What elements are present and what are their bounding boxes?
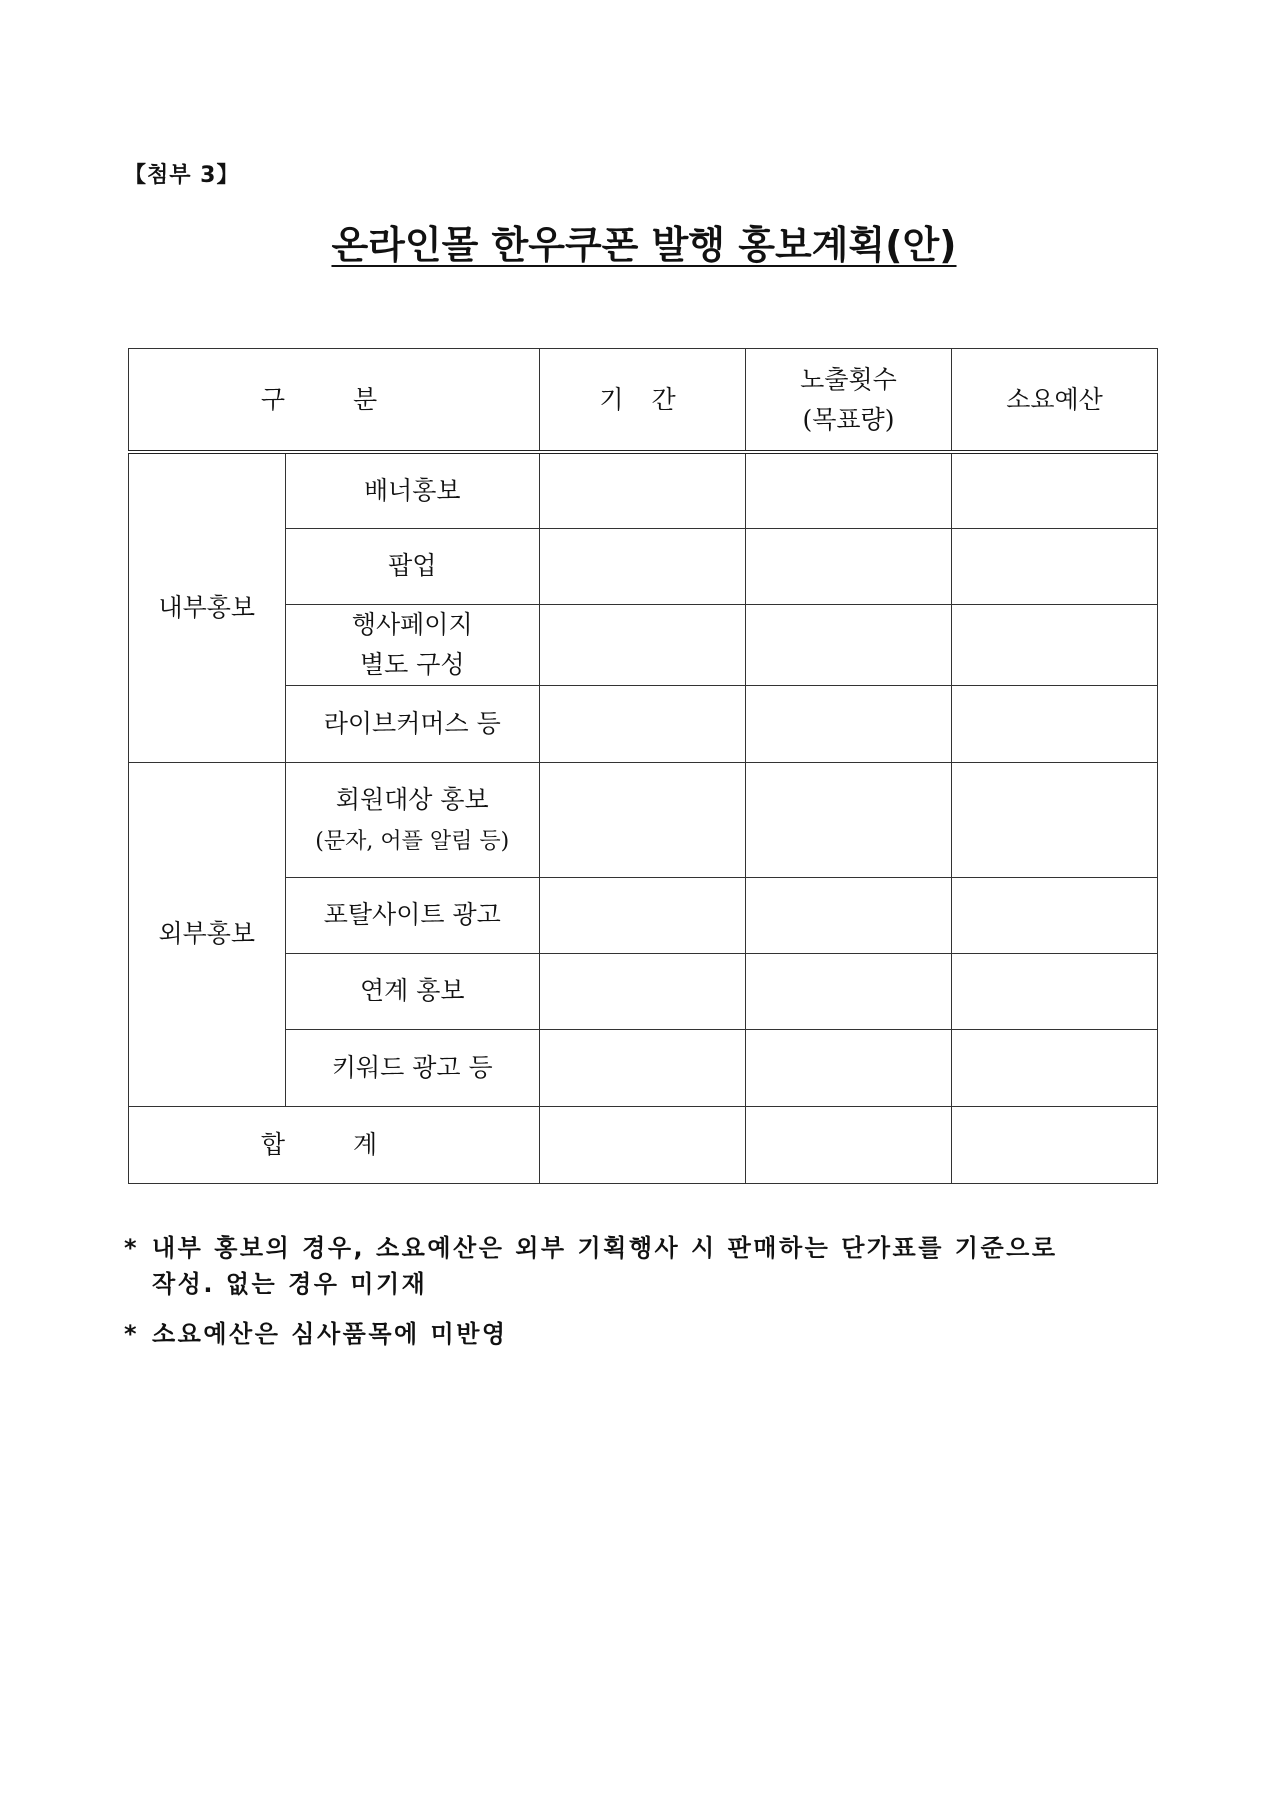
item-member-promo-line2: (문자, 어플 알림 등) (315, 828, 510, 854)
cell-exposure (745, 762, 951, 877)
table-row-total (129, 1106, 1158, 1183)
group-external: 외부홍보 (129, 762, 286, 1106)
cell-exposure (745, 877, 951, 953)
item-event-page-line2: 별도 구성 (359, 649, 465, 679)
promotion-plan-table (128, 348, 1158, 1184)
item-live-commerce: 라이브커머스 등 (285, 685, 539, 762)
cell-budget (951, 528, 1157, 604)
cell-exposure (745, 1106, 951, 1183)
cell-period (539, 762, 745, 877)
footnote-marker: * (124, 1234, 140, 1262)
item-member-promo (285, 762, 539, 877)
item-keyword-ad: 키워드 광고 등 (285, 1029, 539, 1106)
cell-budget (951, 953, 1157, 1029)
cell-period (539, 685, 745, 762)
header-exposure-line1: 노출횟수 (800, 364, 897, 394)
cell-period (539, 528, 745, 604)
header-exposure (745, 349, 951, 453)
footnote-line: 소요예산은 심사품목에 미반영 (152, 1320, 508, 1348)
footnote (124, 1316, 1164, 1352)
cell-period (539, 1029, 745, 1106)
total-label: 합 계 (129, 1106, 540, 1183)
header-budget: 소요예산 (951, 349, 1157, 453)
table-row (129, 762, 1158, 877)
footnotes (124, 1230, 1164, 1366)
attachment-label: 【첨부 3】 (124, 163, 240, 188)
item-event-page-line1: 행사페이지 (351, 609, 473, 639)
footnote-line: 작성. 없는 경우 미기재 (152, 1270, 428, 1298)
cell-exposure (745, 1029, 951, 1106)
group-internal: 내부홍보 (129, 452, 286, 762)
cell-exposure (745, 452, 951, 528)
table-row (129, 452, 1158, 528)
item-portal-ad: 포탈사이트 광고 (285, 877, 539, 953)
cell-exposure (745, 604, 951, 685)
cell-budget (951, 877, 1157, 953)
item-member-promo-line1: 회원대상 홍보 (335, 784, 489, 814)
footnote (124, 1230, 1164, 1302)
cell-period (539, 604, 745, 685)
header-exposure-line2: (목표량) (802, 404, 895, 434)
cell-period (539, 877, 745, 953)
cell-budget (951, 1106, 1157, 1183)
cell-budget (951, 685, 1157, 762)
cell-exposure (745, 685, 951, 762)
item-linked-promo: 연계 홍보 (285, 953, 539, 1029)
item-banner: 배너홍보 (285, 452, 539, 528)
cell-budget (951, 452, 1157, 528)
cell-period (539, 452, 745, 528)
cell-exposure (745, 528, 951, 604)
item-event-page (285, 604, 539, 685)
header-period: 기 간 (539, 349, 745, 453)
footnote-marker: * (124, 1320, 140, 1348)
cell-budget (951, 604, 1157, 685)
cell-period (539, 953, 745, 1029)
cell-period (539, 1106, 745, 1183)
table-header-row (129, 349, 1158, 453)
cell-budget (951, 762, 1157, 877)
footnote-line: 내부 홍보의 경우, 소요예산은 외부 기획행사 시 판매하는 단가표를 기준으로 (152, 1234, 1058, 1262)
item-popup: 팝업 (285, 528, 539, 604)
document-title (0, 214, 1288, 269)
cell-exposure (745, 953, 951, 1029)
document-title-text: 온라인몰 한우쿠폰 발행 홍보계획(안) (331, 223, 957, 267)
cell-budget (951, 1029, 1157, 1106)
header-category: 구 분 (129, 349, 540, 453)
